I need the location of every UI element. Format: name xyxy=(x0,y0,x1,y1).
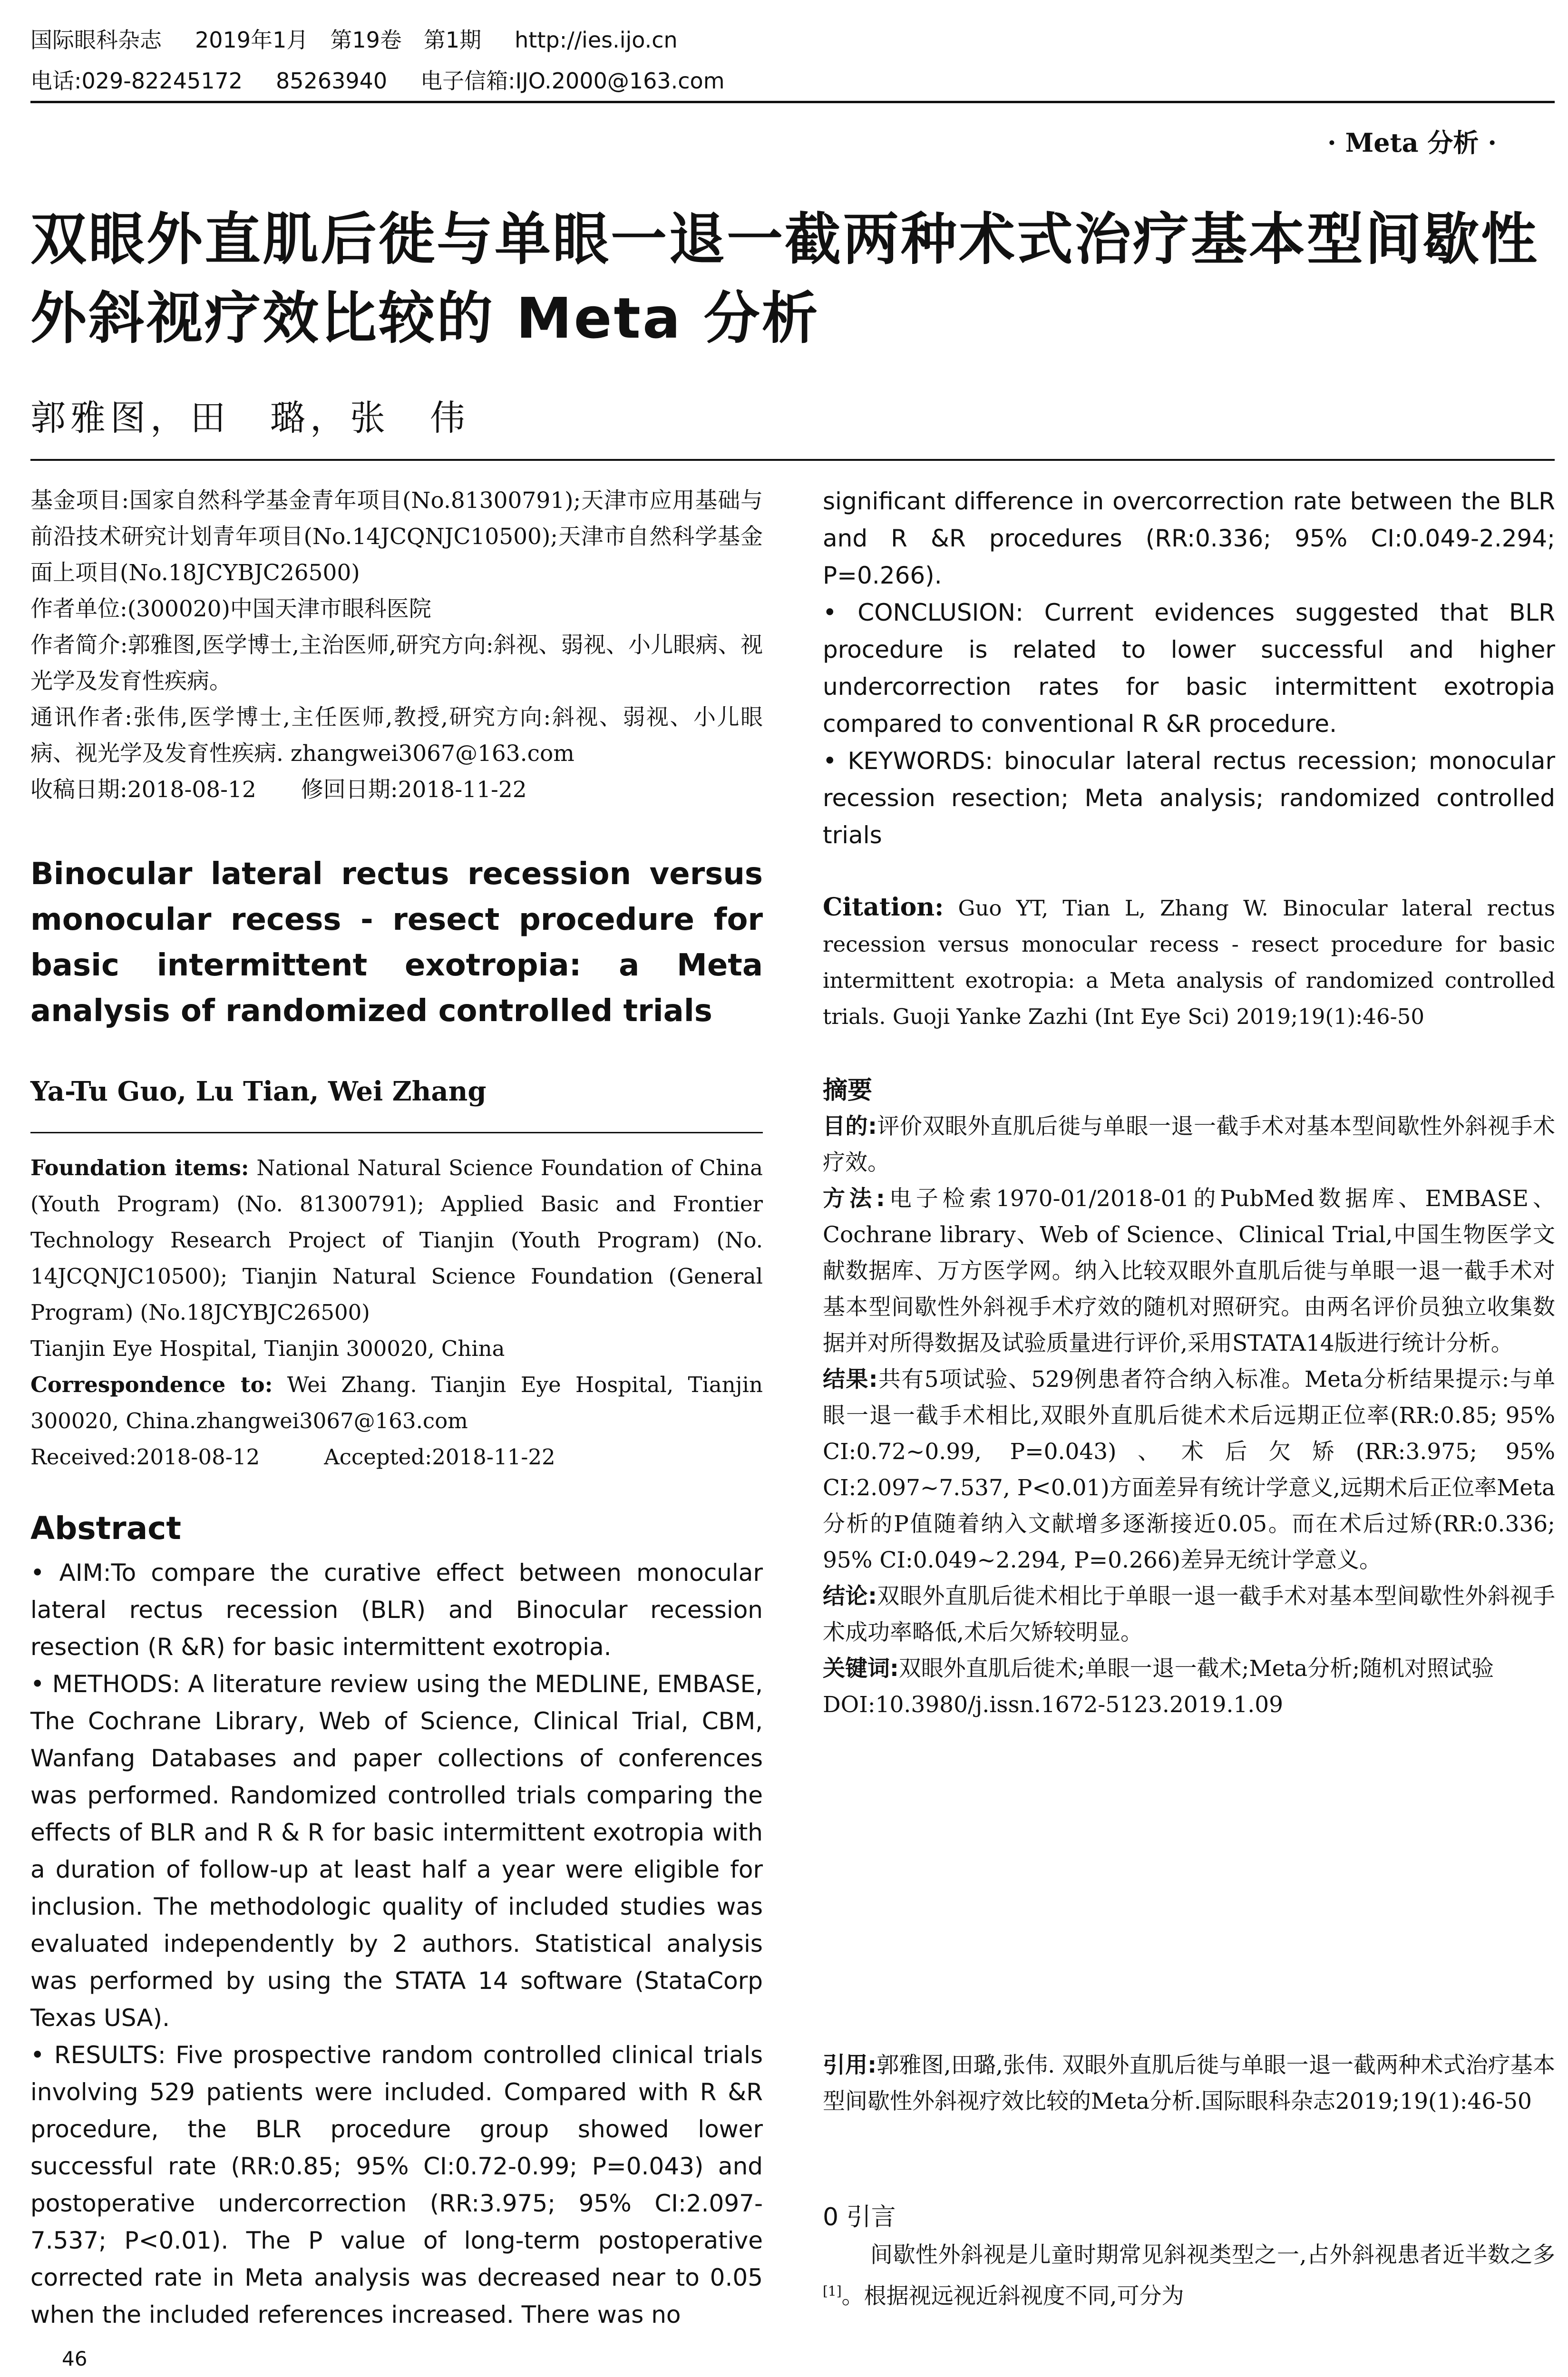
authors-cn: 郭雅图，田 璐，张 伟 xyxy=(30,398,470,438)
bio-text: 作者简介:郭雅图,医学博士,主治医师,研究方向:斜视、弱视、小儿眼病、视光学及发育性疾病。 xyxy=(30,632,763,694)
unit-text: 作者单位:(300020)中国天津市眼科医院 xyxy=(30,596,431,622)
abstract-results-cont: significant difference in overcorrection rate between the BLR and R &R procedures (RR:0.336; 95% CI:0.049-2.294; P=0.266). xyxy=(823,487,1555,589)
received-text: Received:2018-08-12 Accepted:2018-11-22 xyxy=(30,1444,555,1470)
cn-keywords-label: 关键词: xyxy=(823,1656,899,1682)
intro-body-end: 。根据视远视近斜视度不同,可分为 xyxy=(841,2283,1184,2309)
cn-conclusion-label: 结论: xyxy=(823,1583,877,1609)
cn-citation xyxy=(823,2047,1555,2120)
correspondence-text: Wei Zhang. Tianjin Eye Hospital, Tianjin 300020, China.zhangwei3067@163.com xyxy=(30,1372,763,1433)
title-rule xyxy=(30,459,1555,461)
corr-text: 通讯作者:张伟,医学博士,主任医师,教授,研究方向:斜视、弱视、小儿眼病、视光学及发育性疾病. zhangwei3067@163.com xyxy=(30,704,763,767)
cn-results xyxy=(823,1362,1555,1578)
abstract-conclusion: • CONCLUSION: Current evidences suggested that BLR procedure is related to lower successful and higher undercorrection rates for basic intermittent exotropia compared to conventional R &R procedure. xyxy=(823,599,1555,738)
cn-meta-block xyxy=(30,483,763,808)
abstract-keywords: • KEYWORDS: binocular lateral rectus recession; monocular recession resection; Meta analysis; randomized controlled trials xyxy=(823,747,1555,849)
correspondence-para xyxy=(30,1367,763,1439)
phone-2: 85263940 xyxy=(276,68,388,94)
journal-url: http://ies.ijo.cn xyxy=(515,27,678,53)
cn-citation-block xyxy=(823,2047,1555,2120)
en-authors: Ya-Tu Guo, Lu Tian, Wei Zhang xyxy=(30,1076,487,1107)
issue-info: 2019年1月 第19卷 第1期 xyxy=(195,27,482,53)
intro-heading: 0 引言 xyxy=(823,2203,896,2231)
cn-citation-label: 引用: xyxy=(823,2052,877,2078)
cn-objective xyxy=(823,1109,1555,1181)
abstract-heading: Abstract xyxy=(30,1510,181,1547)
citation-para xyxy=(823,889,1555,1035)
section-tag: · Meta 分析 · xyxy=(1327,127,1497,158)
introduction xyxy=(823,2197,1555,2315)
en-title: Binocular lateral rectus recession versus monocular recess - resect procedure for basic intermittent exotropia: a Meta analysis of randomized controlled trials xyxy=(30,857,763,1029)
en-meta-block xyxy=(30,1150,763,1475)
journal-header-line-2 xyxy=(30,66,758,96)
cn-abstract-heading: 摘要 xyxy=(823,1076,873,1105)
page-title: 双眼外直肌后徙与单眼一退一截两种术式治疗基本型间歇性外斜视疗效比较的 Meta 分析 xyxy=(30,206,1539,351)
cn-methods-text: 电子检索1970-01/2018-01的PubMed数据库、EMBASE、Cochrane library、Web of Science、Clinical Trial,中国生物医学文献数据库、万方医学网。纳入比较双眼外直肌后徙与单眼一退一截手术对基本型间歇性外斜视手术疗效的随机对照研究。由两名评价员独立收集数据并对所得数据及试验质量进行评价,采用STATA14版进行统计分析。 xyxy=(823,1186,1555,1356)
en-authors-rule xyxy=(30,1132,763,1133)
abstract-body-right xyxy=(823,483,1555,854)
foundation-para xyxy=(30,1150,763,1331)
intro-ref: [1] xyxy=(823,2283,842,2299)
phone: 电话:029-82245172 xyxy=(30,68,243,94)
page-number: 46 xyxy=(62,2347,88,2370)
abstract-body-left xyxy=(30,1554,763,2333)
abstract-methods: • METHODS: A literature review using the MEDLINE, EMBASE, The Cochrane Library, Web of Science, Clinical Trial, CBM, Wanfang Databases and paper collections of conferences was performed. Randomized controlled trials comparing the effects of BLR and R & R for basic intermittent exotropia with a duration of follow-up at least half a year were eligible for inclusion. The methodologic quality of included studies was evaluated independently by 2 authors. Statistical analysis was performed by using the STATA 14 software (StataCorp Texas USA). xyxy=(30,1670,763,2032)
fund-text: 基金项目:国家自然科学基金青年项目(No.81300791);天津市应用基础与前沿技术研究计划青年项目(No.14JCQNJC10500);天津市自然科学基金面上项目(No.18JCYBJC26500) xyxy=(30,487,763,586)
cn-conclusion xyxy=(823,1578,1555,1651)
cn-keywords-text: 双眼外直肌后徙术;单眼一退一截术;Meta分析;随机对照试验 xyxy=(898,1656,1494,1682)
correspondence-label: Correspondence to: xyxy=(30,1372,273,1397)
intro-body: 间歇性外斜视是儿童时期常见斜视类型之一,占外斜视患者近半数之多 xyxy=(870,2242,1555,2268)
citation-block xyxy=(823,889,1555,1035)
abstract-aim: • AIM:To compare the curative effect between monocular lateral rectus recession (BLR) and Binocular recession resection (R &R) for basic intermittent exotropia. xyxy=(30,1559,763,1661)
intro-text xyxy=(823,2237,1555,2315)
cn-objective-label: 目的: xyxy=(823,1113,877,1140)
hospital-text: Tianjin Eye Hospital, Tianjin 300020, China xyxy=(30,1336,505,1361)
cn-methods xyxy=(823,1181,1555,1362)
doi-text: DOI:10.3980/j.issn.1672-5123.2019.1.09 xyxy=(823,1692,1284,1718)
abstract-results: • RESULTS: Five prospective random controlled clinical trials involving 529 patients were included. Compared with R &R procedure, the BLR procedure group showed lower successful rate (RR:0.85; 95% CI:0.72-0.99; P=0.043) and postoperative undercorrection (RR:3.975; 95% CI:2.097-7.537; P<0.01). The P value of long-term postoperative corrected rate in Meta analysis was decreased near to 0.05 when the included references increased. There was no xyxy=(30,2041,763,2328)
cn-results-label: 结果: xyxy=(823,1366,878,1393)
journal-header-line-1 xyxy=(30,25,711,55)
cn-methods-label: 方法: xyxy=(823,1186,885,1212)
email: 电子信箱:IJO.2000@163.com xyxy=(420,68,725,94)
citation-text: Guo YT, Tian L, Zhang W. Binocular lateral rectus recession versus monocular recess - resect procedure for basic intermittent exotropia: a Meta analysis of randomized controlled trials. Guoji Yanke Zazhi (Int Eye Sci) 2019;19(1):46-50 xyxy=(823,896,1555,1029)
citation-label: Citation: xyxy=(823,893,944,922)
journal-name: 国际眼科杂志 xyxy=(30,27,162,53)
cn-results-text: 共有5项试验、529例患者符合纳入标准。Meta分析结果提示:与单眼一退一截手术相比,双眼外直肌后徙术术后远期正位率(RR:0.85; 95% CI:0.72~0.99, P=0.043)、术后欠矫(RR:3.975; 95% CI:2.097~7.537, P<0.01)方面差异有统计学意义,远期术后正位率Meta分析的P值随着纳入文献增多逐渐接近0.05。而在术后过矫(RR:0.336; 95% CI:0.049~2.294, P=0.266)差异无统计学意义。 xyxy=(823,1366,1556,1573)
foundation-text: National Natural Science Foundation of China (Youth Program) (No. 81300791); Applied Basic and Frontier Technology Research Project of Tianjin (Youth Program) (No. 14JCQNJC10500); Tianjin Natural Science Foundation (General Program) (No.18JCYBJC26500) xyxy=(30,1155,763,1325)
dates-text: 收稿日期:2018-08-12 修回日期:2018-11-22 xyxy=(30,777,527,803)
foundation-label: Foundation items: xyxy=(30,1155,249,1180)
cn-citation-text: 郭雅图,田璐,张伟. 双眼外直肌后徙与单眼一退一截两种术式治疗基本型间歇性外斜视疗效比较的Meta分析.国际眼科杂志2019;19(1):46-50 xyxy=(823,2052,1555,2114)
cn-objective-text: 评价双眼外直肌后徙与单眼一退一截手术对基本型间歇性外斜视手术疗效。 xyxy=(823,1113,1556,1176)
cn-conclusion-text: 双眼外直肌后徙术相比于单眼一退一截手术对基本型间歇性外斜视手术成功率略低,术后欠矫较明显。 xyxy=(823,1583,1556,1646)
cn-abstract xyxy=(823,1072,1555,1723)
header-rule xyxy=(30,101,1555,103)
cn-keywords xyxy=(823,1651,1555,1687)
